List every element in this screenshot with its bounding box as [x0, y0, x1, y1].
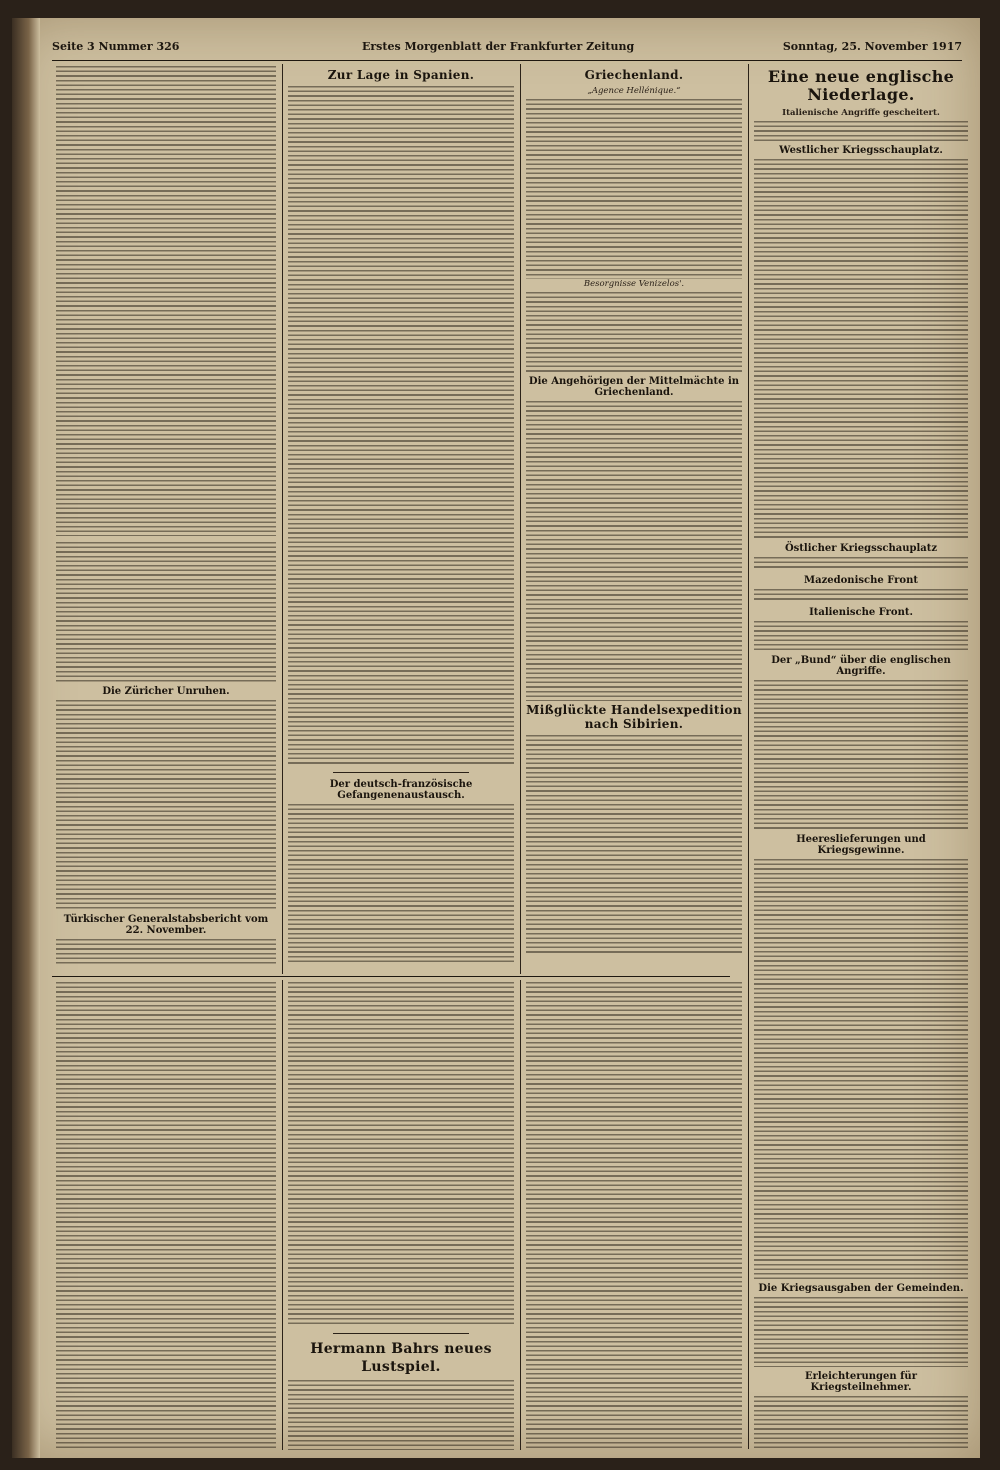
headline-heereslieferungen: Heereslieferungen und Kriegsgewinne. — [796, 834, 926, 856]
article-text — [56, 939, 276, 966]
separator — [333, 772, 469, 773]
headline-erleichterungen: Erleichterungen für Kriegsteilnehmer. — [805, 1371, 917, 1393]
article-text — [526, 735, 742, 955]
column-rule — [282, 64, 283, 974]
headline-kriegsausgaben: Die Kriegsausgaben der Gemeinden. — [758, 1283, 964, 1294]
article-text — [56, 700, 276, 910]
article-text — [56, 982, 276, 1450]
subheadline-italienische-angriffe: Italienische Angriffe gescheitert. — [782, 108, 940, 118]
column-rule — [520, 980, 521, 1450]
article-text — [754, 621, 968, 651]
headline-lage-spanien: Zur Lage in Spanien. — [327, 68, 475, 82]
feuilleton-column-1 — [56, 982, 276, 1450]
column-rule — [520, 64, 521, 974]
header-date: Sonntag, 25. November 1917 — [782, 40, 962, 53]
article-text — [56, 542, 276, 682]
headline-italienische-front: Italienische Front. — [809, 607, 913, 618]
page-binding-edge — [12, 18, 40, 1458]
article-text — [754, 159, 968, 539]
article-text — [526, 401, 742, 701]
column-rule — [282, 980, 283, 1450]
headline-griechenland: Griechenland. — [584, 68, 684, 82]
article-text — [754, 1396, 968, 1451]
headline-oestlicher-kriegsschauplatz: Östlicher Kriegsschauplatz — [784, 543, 938, 554]
feuilleton-column-2 — [288, 982, 514, 1450]
header-masthead: Erstes Morgenblatt der Frankfurter Zeitung — [362, 40, 635, 53]
headline-gefangenenaustausch: Der deutsch-französische Gefangenenaustausch. — [329, 779, 473, 801]
subheadline-agence: „Agence Hellénique.“ — [587, 86, 681, 96]
headline-englische-niederlage: Eine neue englische Niederlage. — [767, 67, 955, 104]
article-text — [288, 1380, 514, 1450]
headline-westlicher-kriegsschauplatz: Westlicher Kriegsschauplatz. — [779, 145, 943, 156]
section-rule — [52, 976, 730, 977]
article-text — [754, 589, 968, 603]
column-4 — [754, 66, 968, 1451]
column-3 — [526, 66, 742, 966]
article-text — [56, 66, 276, 536]
article-text — [754, 121, 968, 141]
article-text — [288, 804, 514, 964]
article-text — [754, 557, 968, 571]
article-text — [526, 292, 742, 372]
article-text — [288, 982, 514, 1327]
headline-tuerkischer-bericht: Türkischer Generalstabsbericht vom 22. November. — [63, 914, 269, 936]
article-text — [526, 99, 742, 279]
subheadline-besorgnisse: Besorgnisse Venizelos'. — [583, 279, 685, 289]
page-header — [52, 40, 962, 58]
separator — [333, 1333, 469, 1334]
header-page-number: Seite 3 Nummer 326 — [52, 40, 180, 53]
headline-bund-angriffe: Der „Bund“ über die englischen Angriffe. — [771, 655, 951, 677]
article-text — [754, 859, 968, 1279]
article-text — [754, 1297, 968, 1367]
column-rule — [748, 64, 749, 1449]
newspaper-page — [12, 18, 980, 1458]
feuilleton-column-3 — [526, 982, 742, 1450]
header-rule — [52, 60, 962, 61]
column-1 — [56, 66, 276, 966]
article-text — [526, 982, 742, 1450]
headline-bahr-lustspiel: Hermann Bahrs neues Lustspiel. — [310, 1341, 492, 1375]
headline-mazedonische-front: Mazedonische Front — [804, 575, 918, 586]
headline-angehoerige: Die Angehörigen der Mittelmächte in Griechenland. — [528, 376, 740, 398]
article-text — [288, 86, 514, 766]
column-2 — [288, 66, 514, 966]
headline-handelsexpedition: Mißglückte Handelsexpedition nach Sibirien. — [526, 703, 742, 731]
article-text — [754, 680, 968, 830]
headline-zuericher-unruhen: Die Züricher Unruhen. — [102, 686, 230, 697]
